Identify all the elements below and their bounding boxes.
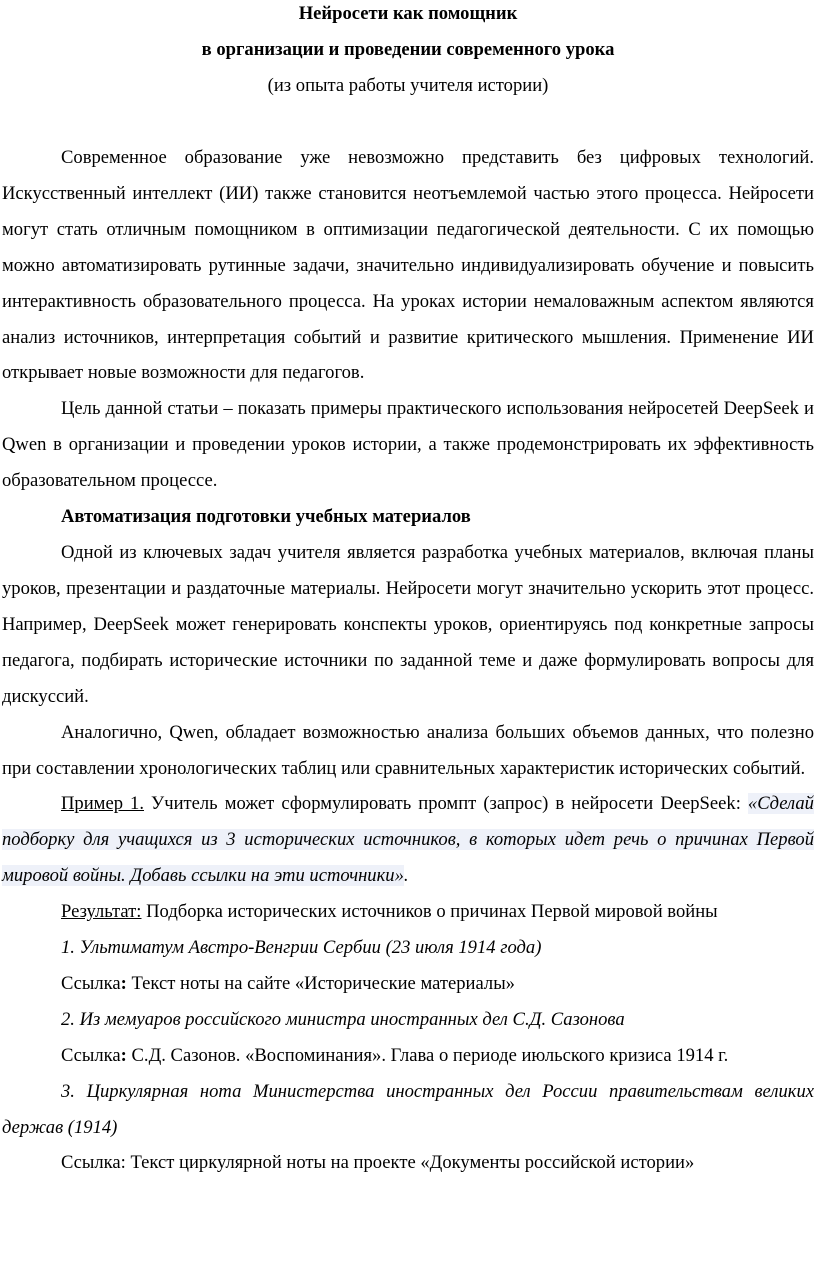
source-item-1: 1. Ультиматум Австро-Венгрии Сербии (23 июля 1914 года) xyxy=(61,937,542,959)
section-heading: Автоматизация подготовки учебных материалов xyxy=(61,506,471,528)
title-line-1: Нейросети как помощник xyxy=(298,3,518,24)
example-prompt: «Сделай подборку для учащихся из 3 исторических источников, в которых идет речь о причинах Первой мировой войны. Добавь ссылки на эти источники» xyxy=(2,793,814,887)
link-text-1: Текст ноты на сайте «Исторические материалы» xyxy=(126,972,515,994)
example-label: Пример 1. xyxy=(61,793,144,815)
link-colon: : xyxy=(120,972,127,994)
source-link-3 xyxy=(2,1145,814,1181)
link-text-3: Текст циркулярной ноты на проекте «Документы российской истории» xyxy=(125,1152,695,1174)
paragraph-intro: Современное образование уже невозможно представить без цифровых технологий. Искусственный интеллект (ИИ) также становится неотъемлемой частью этого процесса. Нейросети могут стать отличным помощником в оптимизации педагогической деятельности. С их помощью можно автоматизировать рутинные задачи, значительно индивидуализировать обучение и повысить интерактивность образовательного процесса. На уроках истории немаловажным аспектом являются анализ источников, интерпретация событий и развитие критического мышления. Применение ИИ открывает новые возможности для педагогов. xyxy=(2,147,814,384)
paragraph-materials: Одной из ключевых задач учителя является разработка учебных материалов, включая планы уроков, презентации и раздаточные материалы. Нейросети могут значительно ускорить этот процесс. Например, DeepSeek может генерировать конспекты уроков, ориентируясь под конкретные запросы педагога, подбирать исторические источники по заданной теме и даже формулировать вопросы для дискуссий. xyxy=(2,542,814,707)
source-item-2: 2. Из мемуаров российского министра иностранных дел С.Д. Сазонова xyxy=(61,1008,625,1030)
source-link-2 xyxy=(2,1038,814,1074)
example-end: . xyxy=(403,865,409,887)
source-item-3: 3. Циркулярная нота Министерства иностранных дел России правительствам великих держав (1914) xyxy=(2,1080,814,1138)
link-colon: : xyxy=(120,1152,126,1174)
paragraph-result xyxy=(2,894,814,930)
subtitle: (из опыта работы учителя истории) xyxy=(267,75,549,96)
title-line-2: в организации и проведении современного урока xyxy=(201,39,615,60)
paragraph-example xyxy=(2,786,814,894)
result-text: Подборка исторических источников о причинах Первой мировой войны xyxy=(141,901,718,923)
link-label: Ссылка xyxy=(61,972,121,994)
paragraph-purpose: Цель данной статьи – показать примеры практического использования нейросетей DeepSeek и Qwen в организации и проведении уроков истории, а также продемонстрировать их эффективность образовательном процессе. xyxy=(2,398,814,492)
paragraph-qwen: Аналогично, Qwen, обладает возможностью анализа больших объемов данных, что полезно при составлении хронологических таблиц или сравнительных характеристик исторических событий. xyxy=(2,721,814,779)
link-label: Ссылка xyxy=(61,1044,121,1066)
blank-line xyxy=(2,104,814,140)
example-text: Учитель может сформулировать промпт (запрос) в нейросети DeepSeek: xyxy=(144,793,748,815)
link-colon: : xyxy=(120,1044,127,1066)
link-text-2: С.Д. Сазонов. «Воспоминания». Глава о периоде июльского кризиса 1914 г. xyxy=(126,1044,729,1066)
link-label: Ссылка xyxy=(61,1152,121,1174)
result-label: Результат: xyxy=(61,901,142,923)
source-link-1 xyxy=(2,966,814,1002)
